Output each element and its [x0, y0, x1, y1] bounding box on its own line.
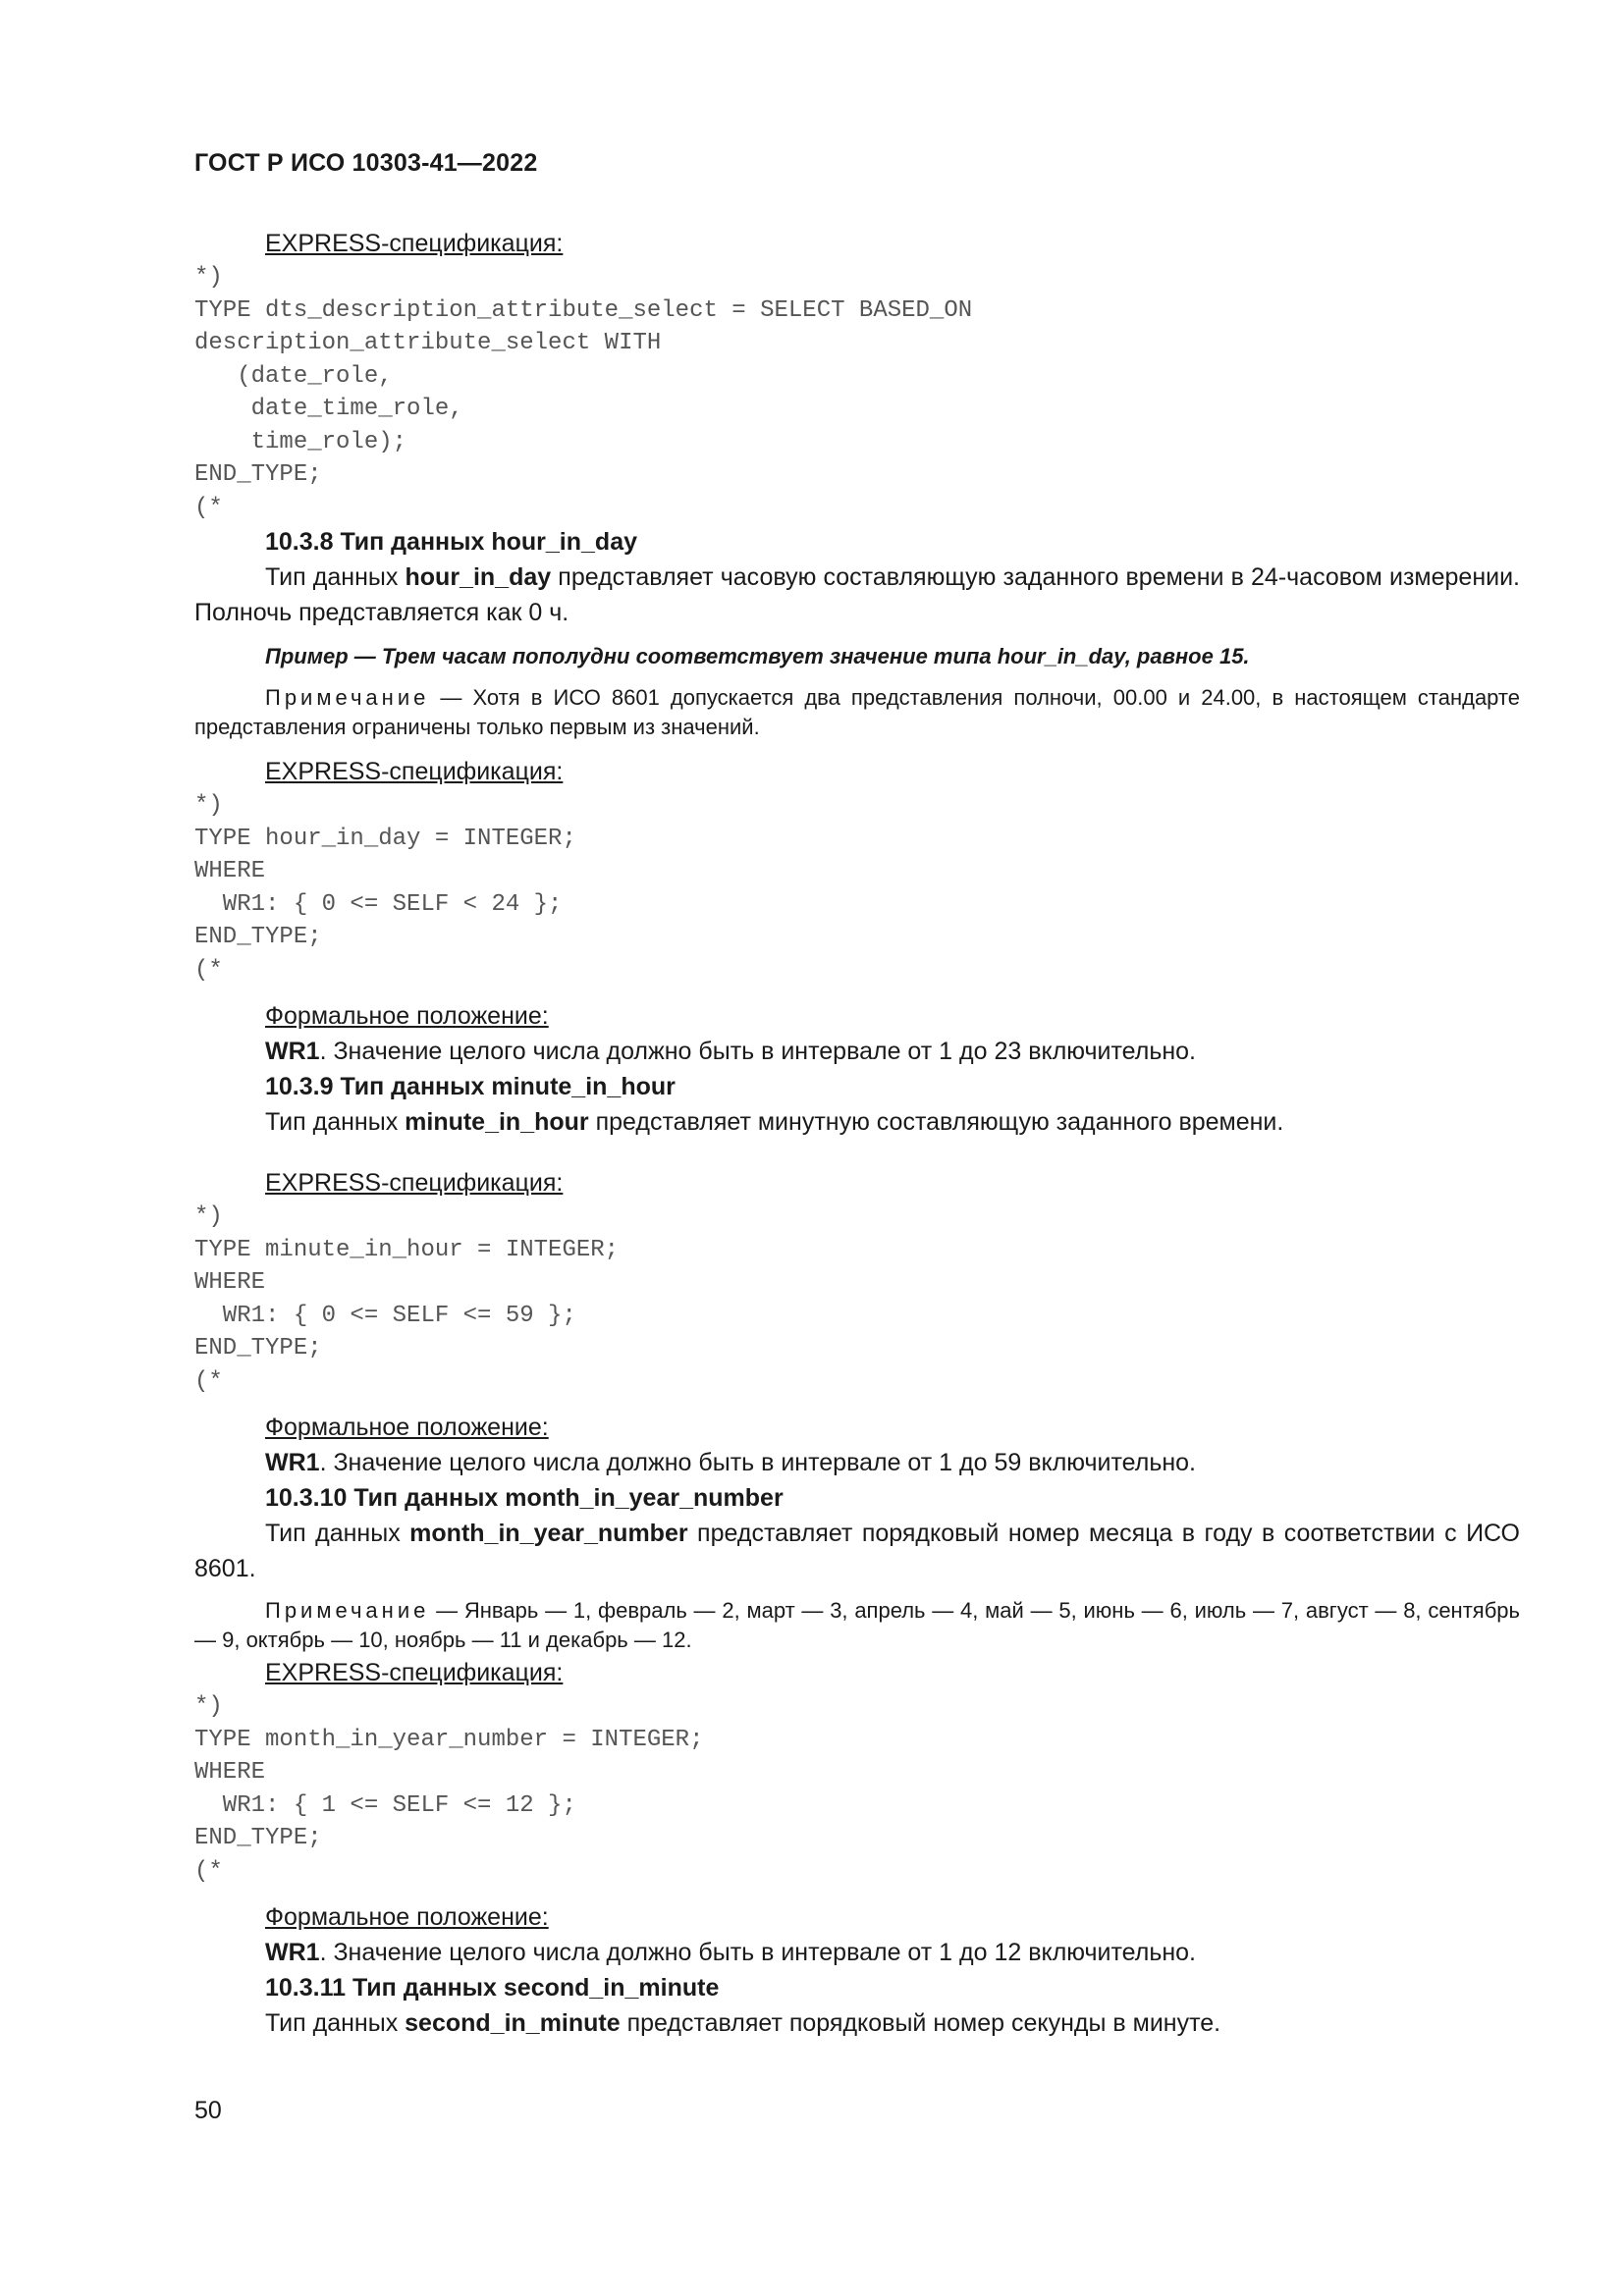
note-text: Примечание — Хотя в ИСО 8601 допускается два представления полночи, 00.00 и 24.00, в настоящем стандарте представления ограничены только первым из значений.	[194, 685, 1520, 739]
formal-rule: WR1. Значение целого числа должно быть в интервале от 1 до 23 включительно.	[265, 1038, 1197, 1065]
page-number: 50	[194, 2097, 222, 2124]
formal-rule: WR1. Значение целого числа должно быть в интервале от 1 до 12 включительно.	[265, 1939, 1197, 1966]
express-code-block: *) TYPE minute_in_hour = INTEGER; WHERE WR1: { 0 <= SELF <= 59 }; END_TYPE; (*	[194, 1203, 620, 1395]
page-header: ГОСТ Р ИСО 10303-41—2022	[194, 149, 538, 177]
express-code-block: *) TYPE hour_in_day = INTEGER; WHERE WR1: { 0 <= SELF < 24 }; END_TYPE; (*	[194, 792, 576, 984]
express-label: EXPRESS-спецификация:	[265, 758, 564, 785]
example-text: Пример — Трем часам пополудни соответствует значение типа hour_in_day, равное 15.	[265, 644, 1250, 668]
express-label: EXPRESS-спецификация:	[265, 230, 564, 257]
section-paragraph: Тип данных minute_in_hour представляет минутную составляющую заданного времени.	[265, 1108, 1284, 1136]
formal-label: Формальное положение:	[265, 1414, 549, 1441]
section-paragraph: Тип данных second_in_minute представляет порядковый номер секунды в минуте.	[265, 2009, 1221, 2037]
formal-label: Формальное положение:	[265, 1002, 549, 1030]
express-label: EXPRESS-спецификация:	[265, 1659, 564, 1686]
formal-label: Формальное положение:	[265, 1903, 549, 1931]
section-heading-10-3-10: 10.3.10 Тип данных month_in_year_number	[265, 1484, 784, 1512]
note-text: Примечание — Январь — 1, февраль — 2, март — 3, апрель — 4, май — 5, июнь — 6, июль — 7, август — 8, сентябрь — 9, октябрь — 10, ноябрь — 11 и декабрь — 12.	[194, 1598, 1520, 1652]
section-paragraph: Тип данных month_in_year_number представляет порядковый номер месяца в году в соответствии с ИСО 8601.	[194, 1520, 1520, 1582]
express-code-block: *) TYPE month_in_year_number = INTEGER; WHERE WR1: { 1 <= SELF <= 12 }; END_TYPE; (*	[194, 1693, 704, 1885]
document-body	[194, 226, 1520, 2041]
section-heading-10-3-8: 10.3.8 Тип данных hour_in_day	[265, 528, 638, 556]
express-label: EXPRESS-спецификация:	[265, 1169, 564, 1197]
section-heading-10-3-9: 10.3.9 Тип данных minute_in_hour	[265, 1073, 676, 1100]
section-paragraph: Тип данных hour_in_day представляет часовую составляющую заданного времени в 24-часовом измерении. Полночь представляется как 0 ч.	[194, 563, 1520, 626]
formal-rule: WR1. Значение целого числа должно быть в интервале от 1 до 59 включительно.	[265, 1449, 1197, 1476]
express-code-block: *) TYPE dts_description_attribute_select = SELECT BASED_ON description_attribute_select WITH (date_role, date_time_role, time_role); END_TYPE; (*	[194, 264, 973, 521]
section-heading-10-3-11: 10.3.11 Тип данных second_in_minute	[265, 1974, 720, 2002]
